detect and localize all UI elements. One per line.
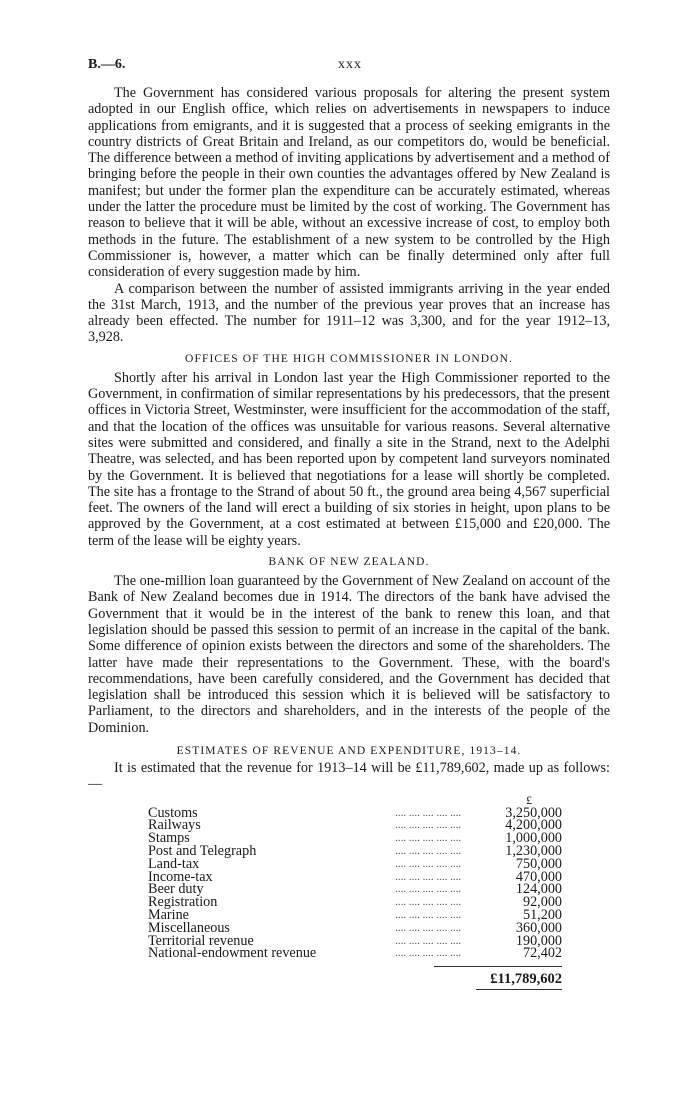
revenue-amount: 72,402 xyxy=(522,945,562,962)
document-body xyxy=(88,85,610,990)
revenue-row xyxy=(148,871,562,884)
revenue-amount: 4,200,000 xyxy=(505,817,562,834)
revenue-item: Customs xyxy=(148,804,198,821)
document-reference: B.—6. xyxy=(88,57,126,72)
paragraph-emigration-proposals: The Government has considered various proposals for altering the present system adopted in our English office, which relies on advertisements in newspapers to induce applications from emigrants, and it is suggested that a process of seeking emigrants in the country districts of Great Britain and Ireland, as our competitors do, would be beneficial. The difference between a method of inviting applications by advertisement and a method of bringing before the people in their own counties the advantages offered by New Zealand is manifest; but under the former plan the expenditure can be accurately estimated, whereas under the latter the procedure must be limited by the cost of working. The Government has reason to believe that it will be able, without an excessive increase of cost, to employ both methods in the future. The establishment of a new system to be controlled by the High Commissioner is, however, a matter which can be finally determined only after full consideration of every suggestion made by him. xyxy=(88,85,610,281)
revenue-row xyxy=(148,845,562,858)
dot-leader: .... .... .... .... .... xyxy=(395,857,462,870)
dot-leader: .... .... .... .... .... xyxy=(395,908,462,921)
revenue-row xyxy=(148,947,562,960)
dot-leader: .... .... .... .... .... xyxy=(395,844,462,857)
section-heading-bank: BANK OF NEW ZEALAND. xyxy=(268,556,430,569)
page-number: xxx xyxy=(338,57,362,72)
revenue-item: Income-tax xyxy=(148,868,213,885)
revenue-amount: 470,000 xyxy=(515,868,562,885)
page-header xyxy=(88,57,612,77)
revenue-item: Marine xyxy=(148,906,189,923)
paragraph-estimates-intro: It is estimated that the revenue for 1913–14 will be £11,789,602, made up as follows:— xyxy=(88,759,610,793)
dot-leader: .... .... .... .... .... xyxy=(395,806,462,819)
revenue-amount: 3,250,000 xyxy=(505,804,562,821)
pound-symbol: £ xyxy=(526,792,532,807)
dot-leader: .... .... .... .... .... xyxy=(395,819,462,832)
revenue-amount: 51,200 xyxy=(522,906,562,923)
dot-leader: .... .... .... .... .... xyxy=(395,832,462,845)
revenue-item: Territorial revenue xyxy=(148,932,254,949)
dot-leader: .... .... .... .... .... xyxy=(395,883,462,896)
paragraph-immigrant-comparison: A comparison between the number of assisted immigrants arriving in the year ended the 31st March, 1913, and the number of the previous year proves that an increase has already been effected. The number for 1911–12 was 3,300, and for the year 1912–13, 3,928. xyxy=(88,280,610,346)
dot-leader: .... .... .... .... .... xyxy=(395,947,462,960)
revenue-row xyxy=(148,896,562,909)
revenue-item: National-endowment revenue xyxy=(148,945,317,962)
total-underline xyxy=(476,989,562,990)
revenue-amount: 360,000 xyxy=(515,919,562,936)
revenue-amount: 92,000 xyxy=(522,894,562,911)
revenue-amount: 1,230,000 xyxy=(505,842,562,859)
revenue-item: Land-tax xyxy=(148,855,200,872)
revenue-item: Beer duty xyxy=(148,881,204,898)
dot-leader: .... .... .... .... .... xyxy=(395,934,462,947)
dot-leader: .... .... .... .... .... xyxy=(395,921,462,934)
revenue-item: Railways xyxy=(148,817,201,834)
revenue-item: Stamps xyxy=(148,830,190,847)
revenue-amount: 1,000,000 xyxy=(505,830,562,847)
revenue-row xyxy=(148,819,562,832)
revenue-amount: 190,000 xyxy=(515,932,562,949)
paragraph-offices: Shortly after his arrival in London last year the High Commissioner reported to the Government, in confirmation of similar representations by his predecessors, that the present offices in Victoria Street, Westminster, were insufficient for the accommodation of the staff, and that the location of the offices was unsuitable for various reasons. Several alternative sites were submitted and considered, and finally a site in the Strand, next to the Adelphi Theatre, was selected, and has been reported upon by competent land surveyors nominated by the Government. It is believed that negotiations for a lease will shortly be completed. The site has a frontage to the Strand of about 50 ft., the ground area being 4,567 superficial feet. The owners of the land will erect a building of six stories in height, upon plans to be approved by the Government, at a cost estimated at between £15,000 and £20,000. The term of the lease will be eighty years. xyxy=(88,369,610,549)
dot-leader: .... .... .... .... .... xyxy=(395,870,462,883)
section-heading-offices: OFFICES OF THE HIGH COMMISSIONER IN LONDON. xyxy=(185,352,513,365)
paragraph-bank: The one-million loan guaranteed by the Government of New Zealand on account of the Bank of New Zealand becomes due in 1914. The directors of the bank have advised the Government that it would be in the interest of the bank to renew this loan, and that legislation should be passed this session to permit of an increase in the capital of the bank. Some difference of opinion exists between the directors and some of the shareholders. The latter have made their representations to the Government. These, with the board's recommendations, have been carefully considered, and the Government has decided that legislation shall be introduced this session which it is believed will be satisfactory to Parliament, to the directors and shareholders, and in the interests of the people of the Dominion. xyxy=(88,573,610,736)
revenue-table xyxy=(148,804,562,962)
revenue-item: Post and Telegraph xyxy=(148,842,257,859)
revenue-amount: 124,000 xyxy=(515,881,562,898)
revenue-item: Miscellaneous xyxy=(148,919,230,936)
section-heading-estimates: ESTIMATES OF REVENUE AND EXPENDITURE, 1913–14. xyxy=(176,744,522,757)
revenue-amount: 750,000 xyxy=(515,855,562,872)
revenue-row xyxy=(148,807,562,820)
currency-column-header xyxy=(88,793,610,807)
dot-leader: .... .... .... .... .... xyxy=(395,896,462,909)
revenue-item: Registration xyxy=(148,894,218,911)
revenue-total: £11,789,602 xyxy=(490,971,562,988)
